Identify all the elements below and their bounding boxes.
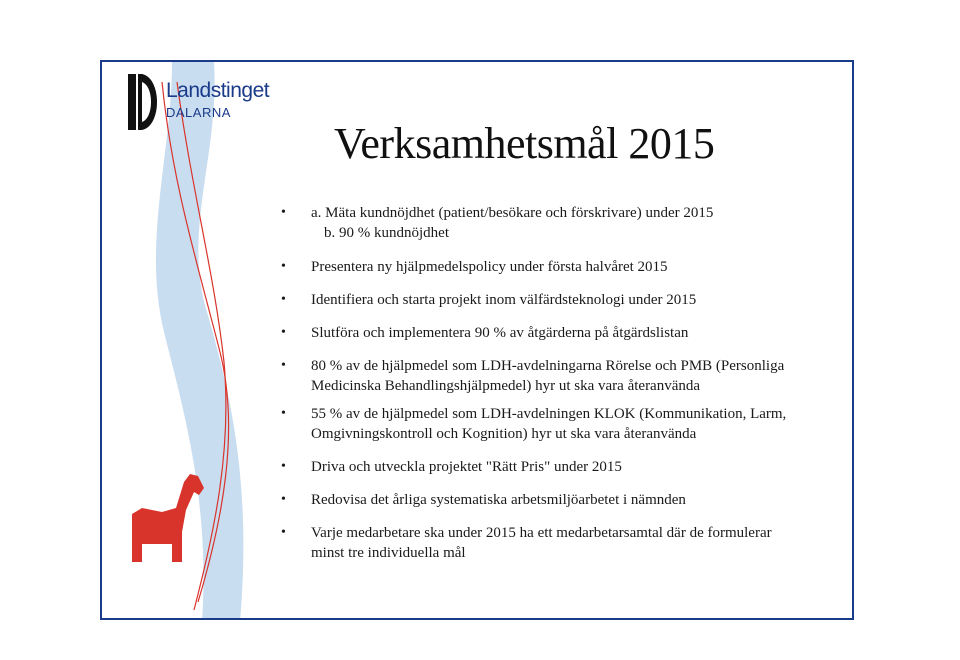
logo-text [166, 74, 269, 119]
goal-text: • Redovisa det årliga systematiska arbetsmiljöarbetet i nämnden [311, 492, 686, 508]
goal-item [277, 323, 837, 343]
dala-horse-icon [132, 474, 204, 562]
goal-item [277, 404, 837, 444]
landstinget-d-logo-icon [128, 74, 162, 130]
goal-item [277, 523, 837, 563]
goal-text: • Identifiera och starta projekt inom välfärdsteknologi under 2015 [311, 292, 697, 308]
goal-text: Medicinska Behandlingshjälpmedel) hyr ut ska vara återanvända [311, 378, 701, 394]
goal-item [277, 490, 837, 510]
goal-text: • 55 % av de hjälpmedel som LDH-avdelningen KLOK (Kommunikation, Larm, [311, 406, 787, 422]
slide [100, 60, 854, 620]
goal-item [277, 457, 837, 477]
goal-text: b. 90 % kundnöjdhet [324, 225, 449, 241]
logo-region: DALARNA [166, 105, 231, 120]
goal-item [277, 290, 837, 310]
goal-text: • Slutföra och implementera 90 % av åtgärderna på åtgärdslistan [311, 325, 689, 341]
goal-text: • a. Mäta kundnöjdhet (patient/besökare och förskrivare) under 2015 [311, 205, 714, 221]
goal-item [277, 203, 837, 243]
goal-text: minst tre individuella mål [311, 545, 466, 561]
page-title: Verksamhetsmål 2015 [334, 119, 715, 168]
goal-list [277, 203, 837, 563]
goal-text: • Presentera ny hjälpmedelspolicy under första halvåret 2015 [311, 259, 668, 275]
goal-text: Omgivningskontroll och Kognition) hyr ut ska vara återanvända [311, 426, 697, 442]
logo [128, 74, 269, 130]
goal-text: • 80 % av de hjälpmedel som LDH-avdelningarna Rörelse och PMB (Personliga [311, 358, 785, 374]
goal-text: • Varje medarbetare ska under 2015 ha ett medarbetarsamtal där de formulerar [311, 525, 772, 541]
goal-item [277, 356, 837, 396]
goal-item [277, 257, 837, 277]
goal-text: • Driva och utveckla projektet "Rätt Pris" under 2015 [311, 459, 622, 475]
logo-name: Landstinget [166, 79, 270, 102]
